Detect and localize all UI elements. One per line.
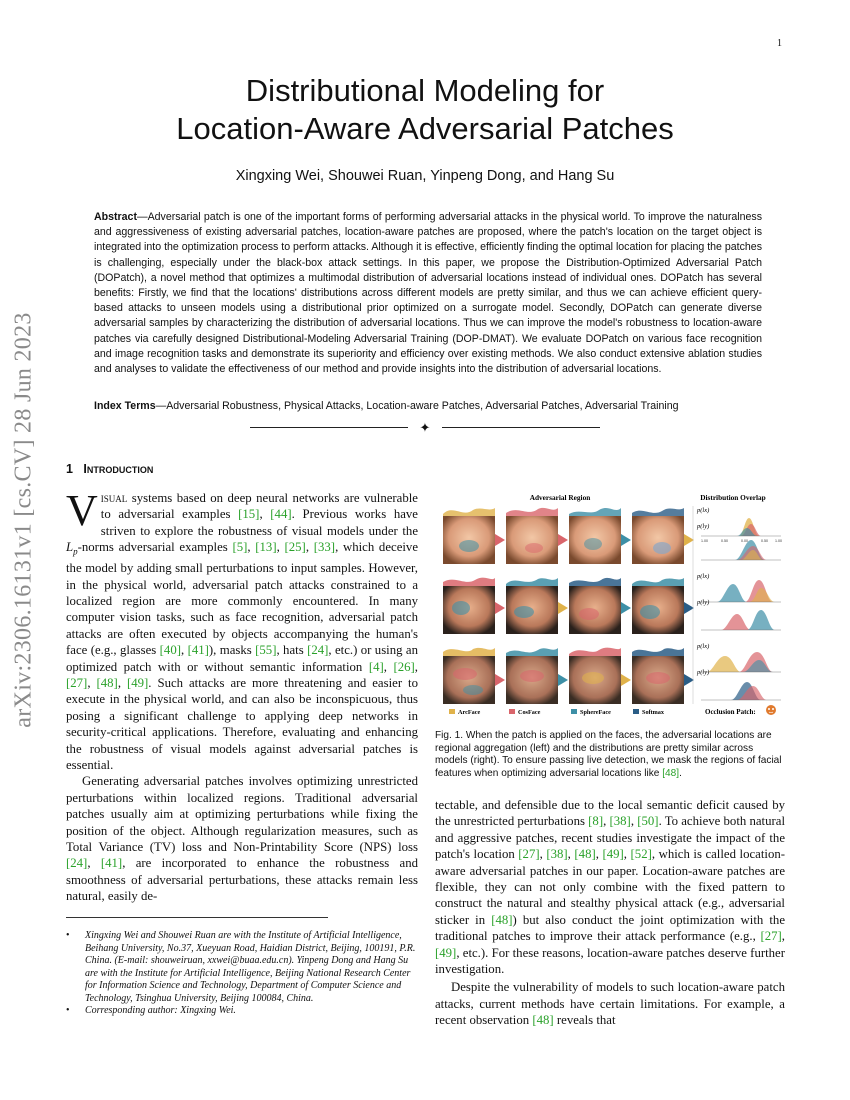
plot-label: p(lx): [697, 507, 710, 514]
citation-link[interactable]: [41]: [187, 643, 209, 658]
face-grid: [443, 508, 694, 704]
section-divider: [250, 420, 600, 436]
text-run: Despite the vulnerability of models to such location-aware patch attacks, current methods have certain limitations. For example, a recent observation: [435, 980, 785, 1028]
face-panel: [506, 648, 568, 704]
text-run: . To achieve both natural and aggressive patches, recent studies investigate the impact of the patch's location: [435, 814, 786, 862]
face-row-1: [443, 508, 694, 564]
text-run: ,: [383, 659, 394, 674]
index-terms-label: Index Terms: [94, 400, 156, 412]
text-run: ,: [117, 676, 127, 691]
index-terms-text: —Adversarial Robustness, Physical Attacks, Location-aware Patches, Adversarial Patches, Adversarial Training: [155, 400, 679, 412]
citation-link[interactable]: [27]: [760, 929, 782, 944]
text-run: systems based on deep neural networks are vulnerable to adversarial examples: [100, 491, 418, 522]
text-run: ,: [414, 659, 418, 674]
face-panel: [506, 508, 568, 564]
citation-link[interactable]: [55]: [255, 643, 277, 658]
citation-link[interactable]: [33]: [313, 540, 336, 555]
face-panel: [443, 648, 505, 704]
text-run: , which is called location-aware adversarial patches in our paper. Location-aware patches are flexible, they can not only combine with the fixed pattern to construct the natural and stealthy physical attack (e.g., adversarial sticker in: [435, 847, 786, 927]
text-run: Fig. 1. When the patch is applied on the faces, the adversarial locations are regional aggregation (left) and the distributions are pretty similar across models (right). To ensure passing live detection, we mask the regions of facial features when optimizing adversarial locations like: [435, 730, 782, 779]
face-row-3: [443, 648, 694, 704]
plot-label: p(lx): [697, 573, 710, 580]
axis-tick: 0.00: [741, 539, 748, 543]
plot-label: p(ly): [697, 669, 710, 676]
text-run: ,: [259, 507, 271, 522]
citation-link[interactable]: [15]: [238, 507, 260, 522]
figure-1: [435, 490, 785, 722]
divider-line-left: [250, 427, 408, 428]
intro-paragraph-1: [66, 486, 419, 773]
section-number: 1: [66, 462, 73, 476]
text-run: ,: [180, 643, 188, 658]
text-run: . Such attacks are more threatening and easier to execute in the physical world, and can also be inconspicuous, thus posing a significant challenge to applying deep networks in security-critical applications. Therefore, evaluating and enhancing the robustness of visual models against adversarial patches is essential.: [66, 676, 418, 773]
title-line-2: Location-Aware Adversarial Patches: [176, 111, 674, 146]
section-title: Introduction: [83, 462, 154, 476]
text-run: ,: [87, 856, 101, 871]
distribution-plots: [696, 507, 782, 700]
figure-1-graphic: [435, 490, 785, 722]
legend-label: CosFace: [518, 709, 541, 716]
footnote-rule: [66, 917, 328, 918]
title-line-1: Distributional Modeling for: [245, 73, 605, 108]
text-run: Generating adversarial patches involves optimizing unrestricted perturbations within localized regions. Traditional adversarial patches usually aim at optimizing perturbations while fixing the position of the object. Although regularization measures, such as Total Variance (TV) loss and Non-Printability Score (NPS) loss: [66, 774, 418, 855]
citation-link[interactable]: [48]: [96, 676, 118, 691]
citation-link[interactable]: [40]: [159, 643, 181, 658]
divider-ornament-icon: ✦: [419, 420, 431, 435]
right-column-body: [435, 797, 785, 1029]
body-paragraph: [435, 979, 785, 1028]
text-run: -norms adversarial examples: [77, 540, 233, 555]
figure-title-right: Distribution Overlap: [700, 493, 766, 502]
citation-link[interactable]: [27]: [518, 847, 540, 862]
text-run: , etc.). For these reasons, location-aware patches deserve further investigation.: [435, 945, 785, 977]
text-run: ,: [305, 540, 314, 555]
citation-link[interactable]: [38]: [546, 847, 568, 862]
text-run: ,: [603, 814, 610, 829]
distribution-plot: [701, 540, 781, 560]
citation-link[interactable]: [48]: [491, 912, 513, 927]
face-row-2: [443, 578, 694, 634]
citation-link[interactable]: [25]: [284, 540, 306, 555]
text-run: ,: [595, 847, 603, 862]
abstract-text: —Adversarial patch is one of the important forms of performing adversarial attacks in the physical world. To improve the naturalness and aggressiveness of existing adversarial patches, location-aware patches are proposed, where the patch's location on the target object is integrated into the optimization process to perform attacks. Although it is effective, efficiently finding the optimal location for placing the patches is challenging, especially under the black-box attack settings. In this paper, we propose the Distribution-Optimized Adversarial Patch (DOPatch), a novel method that optimizes a multimodal distribution of adversarial locations instead of individual ones. DOPatch has several benefits: Firstly, we find that the locations' distributions across different models are pretty similar, and thus we can achieve efficient query-based attacks to unseen models using a distributional prior optimized on a surrogate model. Secondly, DOPatch can generate diverse adversarial samples by characterizing the distribution of adversarial locations. Thus we can improve the model's robustness to location-aware patches via carefully designed Distributional-Modeling Adversarial Training (DOP-DMAT). We evaluate DOPatch on various face recognition and image recognition tasks and demonstrate its superiority and efficiency over existing methods. We also conduct extensive ablation studies and analyses to validate the effectiveness of our method and provide insights into the distribution of adversarial locations.: [94, 211, 762, 376]
citation-link[interactable]: [5]: [232, 540, 248, 555]
text-run: , etc.) or using an optimized patch with or without semantic information: [66, 643, 418, 674]
left-column-body: [66, 486, 419, 905]
citation-link[interactable]: [52]: [630, 847, 652, 862]
paper-title: [0, 72, 850, 148]
drop-cap: V: [66, 486, 98, 535]
face-panel: [443, 578, 505, 634]
axis-tick-labels: [701, 539, 782, 543]
distribution-plot: [696, 573, 781, 602]
citation-link[interactable]: [48]: [532, 1013, 554, 1028]
face-panel: [443, 508, 505, 564]
text-run: reveals that: [553, 1013, 616, 1028]
text-run: ,: [276, 540, 285, 555]
text-run: ) but also conduct the joint optimization with the traditional patches to improve their attack performance (e.g.,: [435, 912, 786, 944]
abstract: [94, 210, 762, 377]
figure-1-caption: [435, 730, 785, 780]
legend-label: ArcFace: [458, 709, 481, 716]
citation-link[interactable]: [13]: [255, 540, 277, 555]
figure-legend: [449, 705, 776, 716]
face-panel: [632, 648, 694, 704]
intro-paragraph-2: [66, 773, 418, 904]
citation-link[interactable]: [49]: [435, 945, 457, 960]
text-run: ), masks: [208, 643, 256, 658]
citation-link[interactable]: [41]: [100, 856, 123, 871]
plot-label: p(ly): [697, 523, 710, 530]
text-run: tectable, and defensible due to the local semantic deficit caused by the unrestricted perturbations: [435, 798, 785, 829]
citation-link[interactable]: [24]: [307, 643, 329, 658]
face-panel: [632, 508, 694, 564]
face-panel: [569, 508, 631, 564]
arxiv-identifier: [2, 0, 46, 1100]
text-run: . Previous works have striven to explore the robustness of visual models under the: [100, 507, 418, 538]
arxiv-identifier-text: arXiv:2306.16131v1 [cs.CV] 28 Jun 2023: [10, 312, 37, 728]
face-panel: [506, 578, 568, 634]
plot-label: p(ly): [697, 599, 710, 606]
citation-link[interactable]: [44]: [270, 507, 292, 522]
footnote-corresponding-author: • Corresponding author: Xingxing Wei.: [66, 1005, 418, 1018]
body-paragraph-continued: [435, 797, 785, 977]
citation-link[interactable]: [27]: [66, 676, 88, 691]
distribution-plot: [696, 599, 781, 630]
citation-link[interactable]: [50]: [637, 814, 659, 829]
axis-tick: 1.00: [701, 539, 708, 543]
axis-tick: 1.00: [775, 539, 782, 543]
citation-link[interactable]: [48]: [574, 847, 596, 862]
text-run: ,: [247, 540, 256, 555]
face-panel: [569, 578, 631, 634]
text-run: , hats: [276, 643, 308, 658]
occlusion-patch-label: Occlusion Patch:: [705, 708, 756, 716]
footnotes: [66, 930, 418, 1018]
divider-line-right: [442, 427, 600, 428]
face-panel: [632, 578, 694, 634]
page-number: 1: [777, 38, 782, 49]
citation-link[interactable]: [4]: [368, 659, 384, 674]
citation-link[interactable]: [48]: [662, 767, 680, 779]
math-lp-norm: $L_p$: [66, 540, 78, 557]
citation-link[interactable]: [26]: [393, 659, 415, 674]
axis-tick: 0.50: [761, 539, 768, 543]
text-run: , which deceive the model by adding small perturbations to input samples. However, in the physical world, adversarial patch attacks constrained to a localized region are more commonly encountered. In many computer vision tasks, such as face recognition, adversarial patch attacks are often executed by objects accompanying the human's face (e.g., glasses: [66, 540, 419, 658]
citation-link[interactable]: [49]: [602, 847, 624, 862]
text-run: , are incorporated to enhance the robustness and smoothness of adversarial perturbations, these attacks remain less natural, easily de-: [66, 856, 418, 904]
text-run: ,: [630, 814, 638, 829]
text-run: ,: [567, 847, 575, 862]
figure-title-left: Adversarial Region: [529, 493, 591, 502]
text-run: ,: [87, 676, 97, 691]
distribution-plot: [696, 507, 781, 536]
index-terms: [94, 400, 762, 412]
distribution-plot: [696, 643, 781, 672]
citation-link[interactable]: [49]: [126, 676, 149, 691]
footnote-affiliations: • Xingxing Wei and Shouwei Ruan are with the Institute of Artificial Intelligence, Beihang University, No.37, Xueyuan Road, Haidian District, Beijing, 100191, P.R. China. (E-mail: shouweiruan, xxwei@buaa.edu.cn). Yinpeng Dong and Hang Su are with the Institute for Artificial Intelligence, Beijing National Research Center for Information Science and Technology, Department of Computer Science and Technology, Tsinghua University, Beijing 100084, China.: [66, 930, 418, 1005]
text-run: ,: [539, 847, 547, 862]
citation-link[interactable]: [24]: [66, 856, 88, 871]
citation-link[interactable]: [8]: [588, 814, 604, 829]
distribution-plot: [696, 669, 781, 700]
author-list: Xingxing Wei, Shouwei Ruan, Yinpeng Dong, and Hang Su: [235, 168, 615, 184]
text-run: ,: [623, 847, 631, 862]
section-heading: [66, 462, 153, 476]
citation-link[interactable]: [38]: [609, 814, 631, 829]
lead-in-word: isual: [100, 491, 128, 505]
face-panel: [569, 648, 631, 704]
text-run: .: [679, 767, 682, 779]
legend-label: Softmax: [642, 709, 664, 716]
legend-label: SphereFace: [580, 709, 611, 716]
text-run: ,: [781, 929, 785, 944]
plot-label: p(lx): [697, 643, 710, 650]
axis-tick: 0.50: [721, 539, 728, 543]
occlusion-patch-icon: [766, 705, 776, 715]
abstract-label: Abstract: [94, 211, 137, 223]
